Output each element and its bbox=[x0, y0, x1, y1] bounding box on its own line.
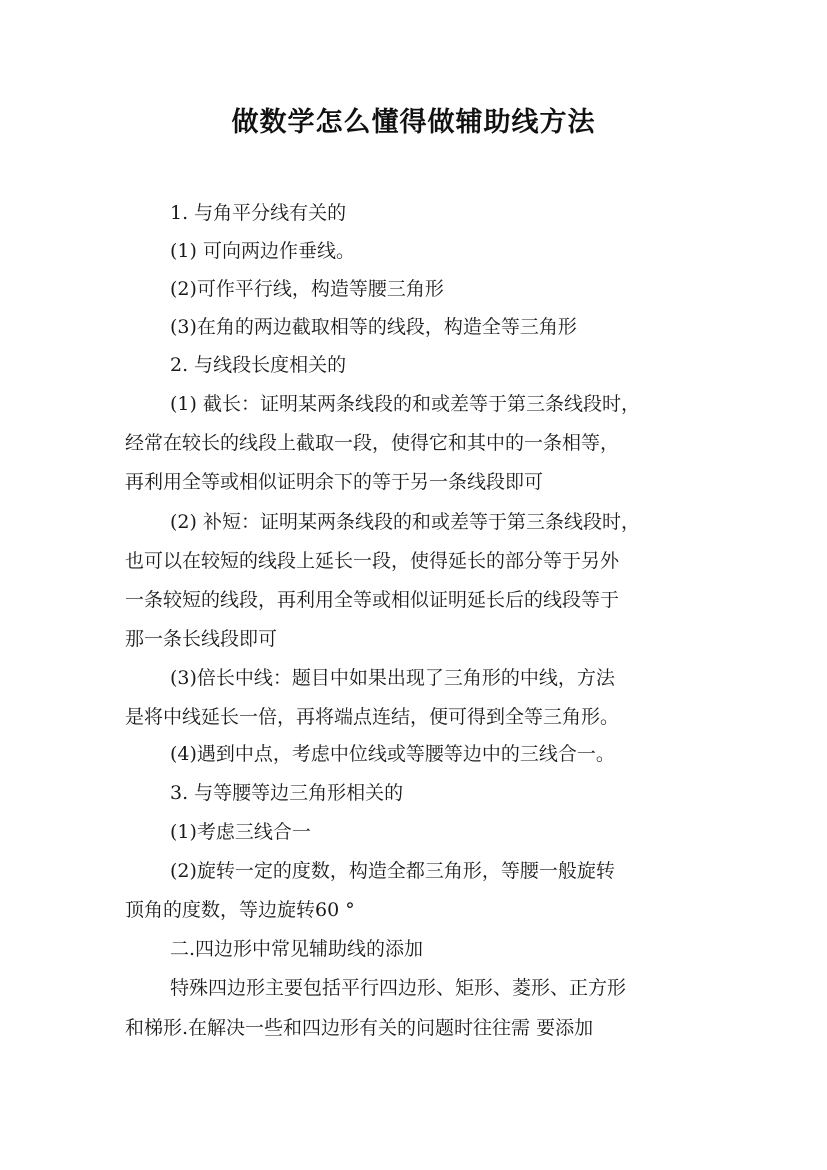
text-line: (3)倍长中线：题目中如果出现了三角形的中线，方法 bbox=[170, 667, 615, 689]
text-line: 一条较短的线段，再利用全等或相似证明延长后的线段等于 bbox=[125, 589, 620, 611]
text-line: 和梯形.在解决一些和四边形有关的问题时往往需 要添加 bbox=[125, 1017, 594, 1039]
text-line: (2)可作平行线，构造等腰三角形 bbox=[170, 278, 444, 300]
text-line: 1. 与角平分线有关的 bbox=[170, 202, 347, 224]
text-line: (3)在角的两边截取相等的线段，构造全等三角形 bbox=[170, 316, 577, 338]
text-line: 经常在较长的线段上截取一段，使得它和其中的一条相等， bbox=[125, 432, 620, 454]
document-title: 做数学怎么懂得做辅助线方法 bbox=[231, 107, 596, 138]
text-line: 3. 与等腰等边三角形相关的 bbox=[170, 782, 404, 804]
text-line: (1) 可向两边作垂线。 bbox=[170, 240, 355, 262]
text-line: (1) 截长：证明某两条线段的和或差等于第三条线段时， bbox=[170, 393, 640, 415]
text-line: (2)旋转一定的度数，构造全都三角形，等腰一般旋转 bbox=[170, 860, 615, 882]
text-line: (4)遇到中点，考虑中位线或等腰等边中的三线合一。 bbox=[170, 743, 615, 765]
text-line: (1)考虑三线合一 bbox=[170, 821, 311, 843]
text-line: (2) 补短：证明某两条线段的和或差等于第三条线段时， bbox=[170, 511, 640, 533]
text-line: 也可以在较短的线段上延长一段，使得延长的部分等于另外 bbox=[125, 550, 620, 572]
text-line: 二.四边形中常见辅助线的添加 bbox=[170, 938, 424, 960]
text-line: 那一条长线段即可 bbox=[125, 628, 278, 650]
text-line: 再利用全等或相似证明余下的等于另一条线段即可 bbox=[125, 471, 544, 493]
text-line: 是将中线延长一倍，再将端点连结，便可得到全等三角形。 bbox=[125, 706, 620, 728]
text-line: 特殊四边形主要包括平行四边形、矩形、菱形、正方形 bbox=[170, 977, 627, 999]
text-line: 2. 与线段长度相关的 bbox=[170, 354, 347, 376]
text-line: 顶角的度数，等边旋转60 ° bbox=[125, 899, 355, 921]
